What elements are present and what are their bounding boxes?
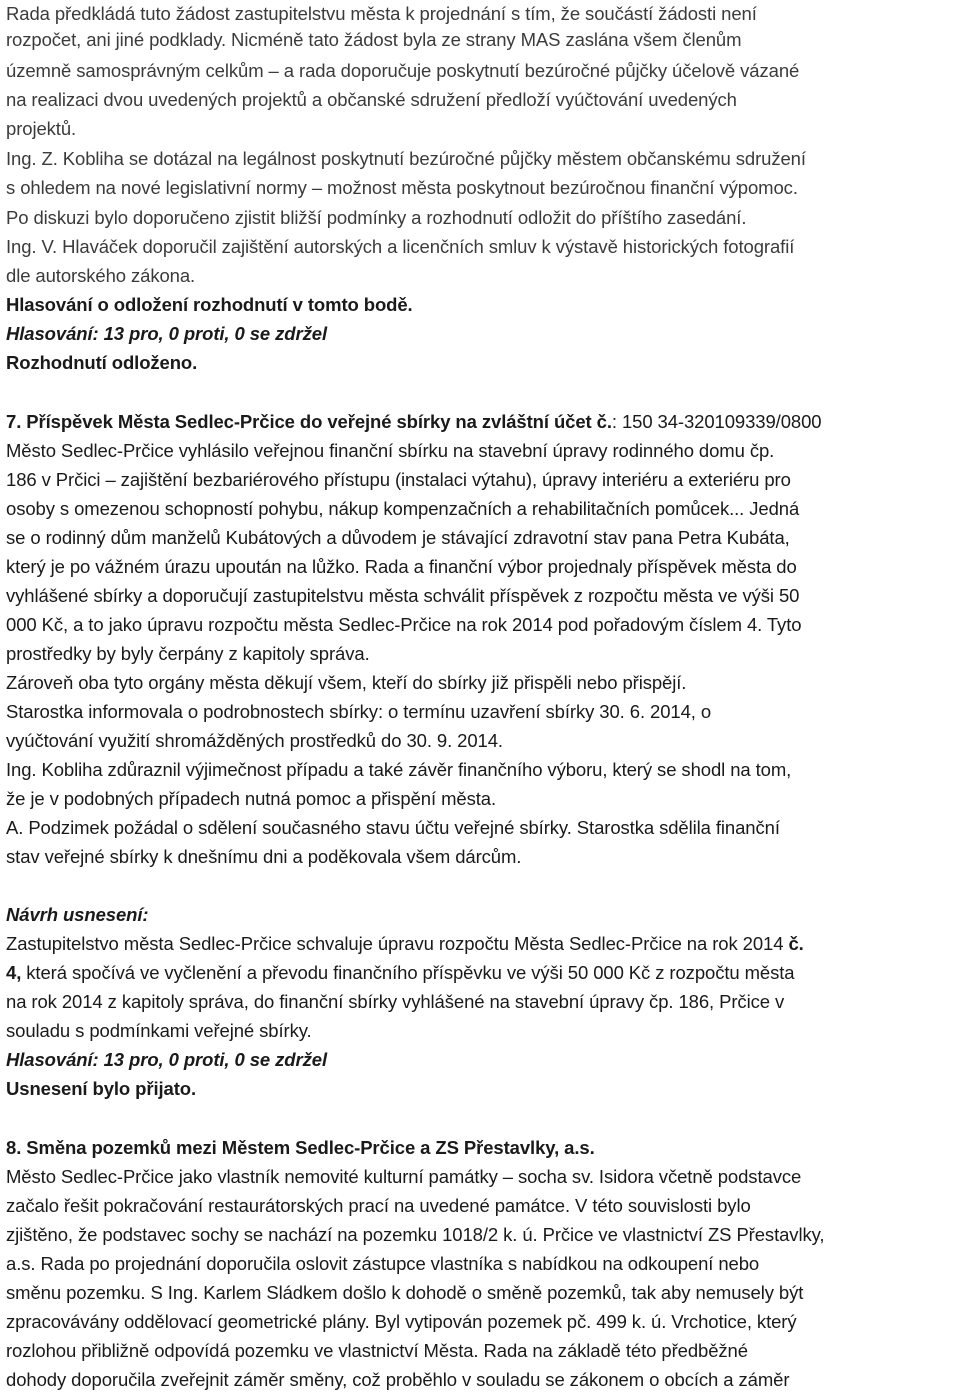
vote-result: Hlasování: 13 pro, 0 proti, 0 se zdržel	[6, 323, 327, 344]
text-line: osoby s omezenou schopností pohybu, nákup kompenzačních a rehabilitačních pomůcek... Jedná	[6, 498, 800, 519]
text-line: Po diskuzi bylo doporučeno zjistit bližší podmínky a rozhodnutí odložit do příštího zasedání.	[6, 207, 747, 228]
vote-heading: Hlasování o odložení rozhodnutí v tomto bodě.	[6, 294, 413, 315]
text-line: Zároveň oba tyto orgány města děkují všem, kteří do sbírky již přispěli nebo přispějí.	[6, 672, 687, 693]
text-line: rozpočet, ani jiné podklady. Nicméně tato žádost byla ze strany MAS zaslána všem členům	[6, 29, 742, 50]
text-line: vyúčtování využití shromážděných prostředků do 30. 9. 2014.	[6, 730, 503, 751]
text-line: stav veřejné sbírky k dnešnímu dni a poděkovala všem dárcům.	[6, 846, 522, 867]
text-line: Město Sedlec-Prčice jako vlastník nemovité kulturní památky – socha sv. Isidora včetně podstavce	[6, 1166, 802, 1187]
text-line: 000 Kč, a to jako úpravu rozpočtu města Sedlec-Prčice na rok 2014 pod pořadovým číslem 4. Tyto	[6, 614, 802, 635]
section-7-account: : 150 34-320109339/0800	[611, 411, 822, 432]
text-line: A. Podzimek požádal o sdělení současného stavu účtu veřejné sbírky. Starostka sdělila finanční	[6, 817, 780, 838]
decision-result: Usnesení bylo přijato.	[6, 1078, 197, 1099]
text-line: dohody doporučila zveřejnit záměr směny, což proběhlo v souladu se zákonem o obcích a záměr	[6, 1369, 790, 1390]
text-line: Starostka informovala o podrobnostech sbírky: o termínu uzavření sbírky 30. 6. 2014, o	[6, 701, 712, 722]
text-line: který je po vážném úrazu upoután na lůžko. Rada a finanční výbor projednaly příspěvek města do	[6, 556, 797, 577]
resolution-line	[6, 932, 804, 956]
text-line: že je v podobných případech nutná pomoc a přispění města.	[6, 788, 496, 809]
text-line: dle autorského zákona.	[6, 265, 196, 286]
text-line: 186 v Prčici – zajištění bezbariérového přístupu (instalaci výtahu), úpravy interiéru a exteriéru pro	[6, 469, 791, 490]
resolution-number-label: č.	[788, 933, 804, 954]
resolution-number: 4,	[6, 962, 22, 983]
text-line: na realizaci dvou uvedených projektů a občanské sdružení předloží vyúčtování uvedených	[6, 89, 737, 110]
resolution-line	[6, 961, 795, 985]
text-line: s ohledem na nové legislativní normy – možnost města poskytnout bezúročnou finanční výpomoc.	[6, 177, 798, 198]
text-line: směnu pozemku. S Ing. Karlem Sládkem došlo k dohodě o směně pozemků, tak aby nemusely být	[6, 1282, 804, 1303]
text-line: se o rodinný dům manželů Kubátových a důvodem je stávající zdravotní stav pana Petra Kubáta,	[6, 527, 790, 548]
resolution-text: která spočívá ve vyčlenění a převodu finančního příspěvku ve výši 50 000 Kč z rozpočtu města	[21, 962, 795, 983]
section-8-title: 8. Směna pozemků mezi Městem Sedlec-Prčice a ZS Přestavlky, a.s.	[6, 1137, 595, 1158]
text-line: souladu s podmínkami veřejné sbírky.	[6, 1020, 312, 1041]
text-line: vyhlášené sbírky a doporučují zastupitelstvu města schválit příspěvek z rozpočtu města ve výši 50	[6, 585, 800, 606]
text-line: a.s. Rada po projednání doporučila oslovit zástupce vlastníka s nabídkou na odkoupení nebo	[6, 1253, 760, 1274]
proposal-heading: Návrh usnesení:	[6, 904, 149, 925]
text-line: začalo řešit pokračování restaurátorských prací na uvedené památce. V této souvislosti bylo	[6, 1195, 751, 1216]
text-line: prostředky by byly čerpány z kapitoly správa.	[6, 643, 370, 664]
text-line: Rada předkládá tuto žádost zastupitelstvu města k projednání s tím, že součástí žádosti není	[6, 3, 757, 24]
text-line: na rok 2014 z kapitoly správa, do finanční sbírky vyhlášené na stavební úpravy čp. 186, Prčice v	[6, 991, 785, 1012]
section-7-title-text: 7. Příspěvek Města Sedlec-Prčice do veřejné sbírky na zvláštní účet č.	[6, 411, 612, 432]
text-line: Ing. V. Hlaváček doporučil zajištění autorských a licenčních smluv k výstavě historických fotografií	[6, 236, 795, 257]
text-line: rozlohou přibližně odpovídá pozemku ve vlastnictví Města. Rada na základě této předběžné	[6, 1340, 748, 1361]
text-line: Ing. Kobliha zdůraznil výjimečnost případu a také závěr finančního výboru, který se shodl na tom,	[6, 759, 792, 780]
vote-result: Hlasování: 13 pro, 0 proti, 0 se zdržel	[6, 1049, 327, 1070]
text-line: Město Sedlec-Prčice vyhlásilo veřejnou finanční sbírku na stavební úpravy rodinného domu čp.	[6, 440, 775, 461]
text-line: Ing. Z. Kobliha se dotázal na legálnost poskytnutí bezúročné půjčky městem občanskému sdružení	[6, 148, 806, 169]
text-line: projektů.	[6, 118, 77, 139]
text-line: zjištěno, že podstavec sochy se nachází na pozemku 1018/2 k. ú. Prčice ve vlastnictví ZS Přestavlky,	[6, 1224, 825, 1245]
section-7-title	[6, 410, 821, 434]
text-line: územně samosprávným celkům – a rada doporučuje poskytnutí bezúročné půjčky účelově vázané	[6, 60, 800, 81]
resolution-text: Zastupitelstvo města Sedlec-Prčice schvaluje úpravu rozpočtu Města Sedlec-Prčice na rok 2014	[6, 933, 789, 954]
text-line: zpracovávány oddělovací geometrické plány. Byl vytipován pozemek pč. 499 k. ú. Vrchotice, který	[6, 1311, 797, 1332]
decision-result: Rozhodnutí odloženo.	[6, 352, 198, 373]
